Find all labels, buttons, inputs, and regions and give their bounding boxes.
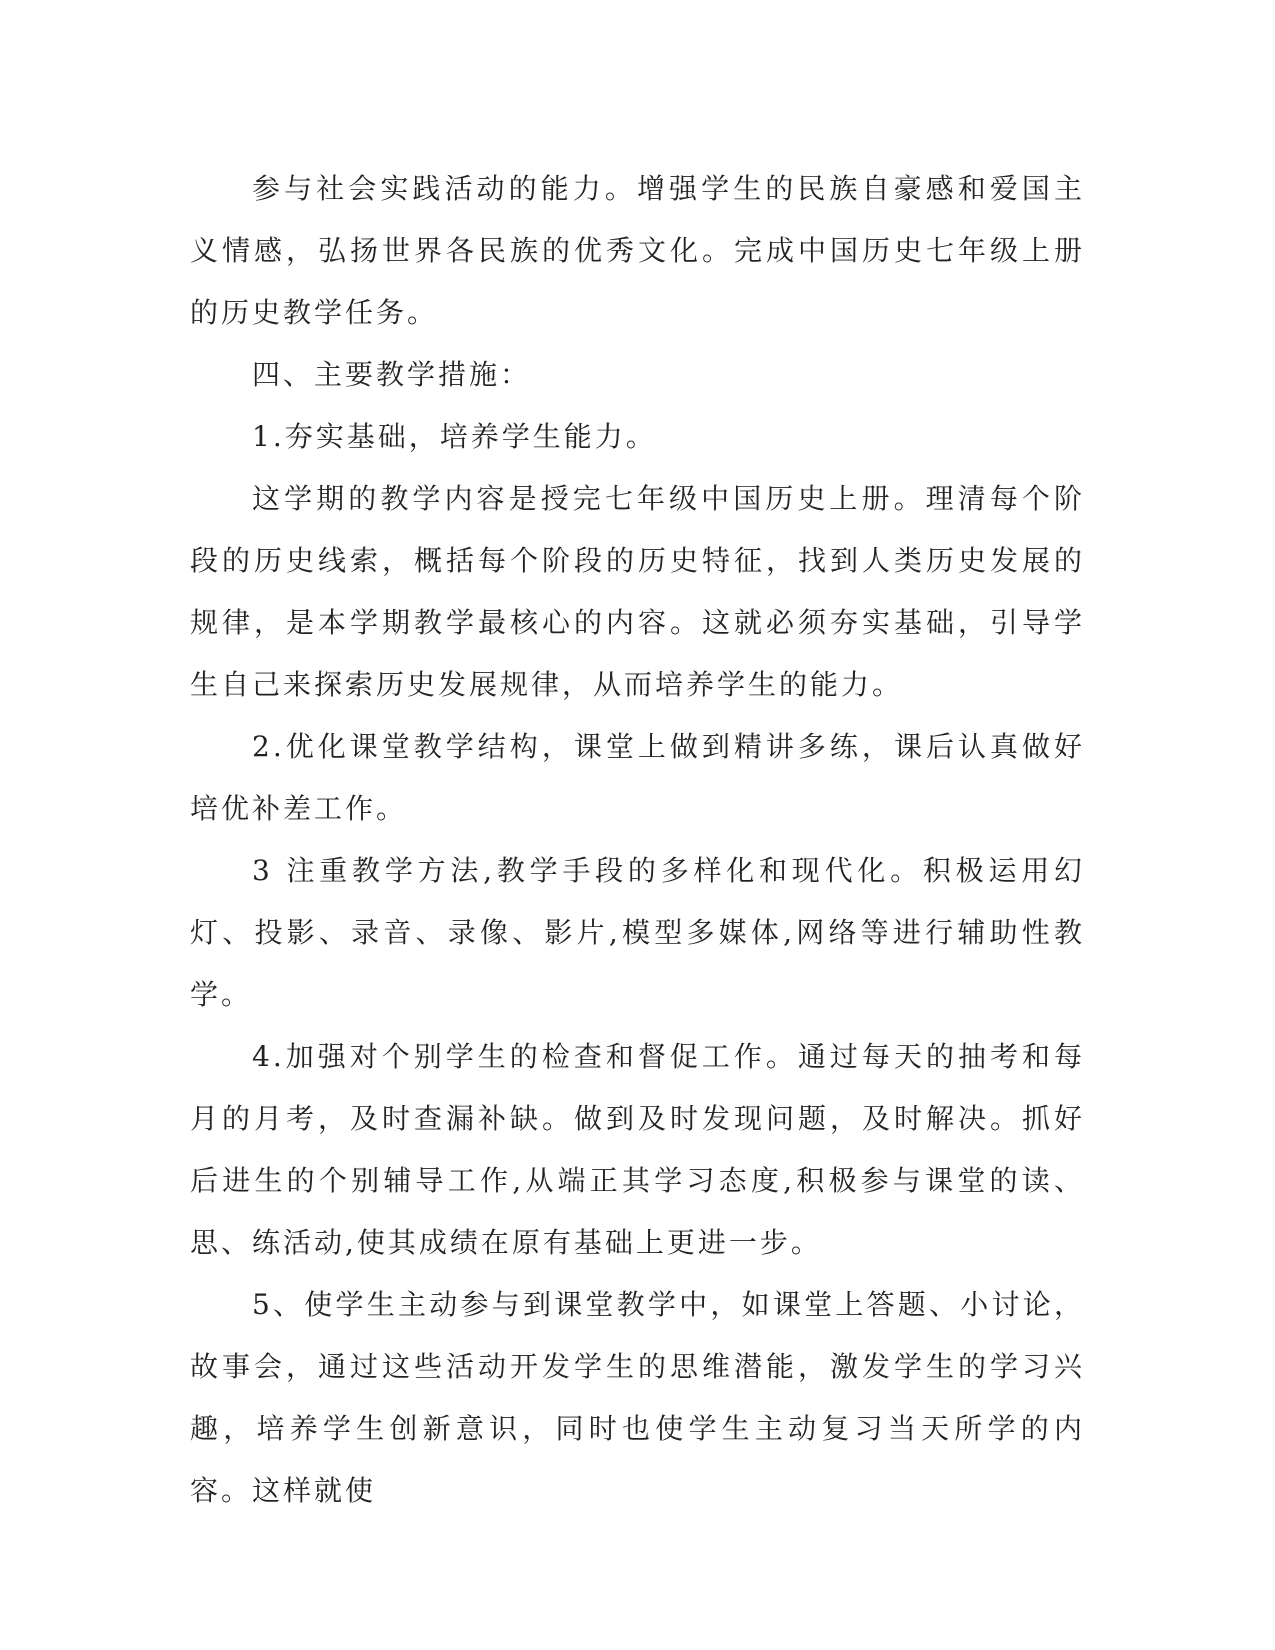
section-heading-teaching-measures: 四、主要教学措施： (252, 358, 532, 391)
measure-5: 5、使学生主动参与到课堂教学中，如课堂上答题、小讨论，故事会，通过这些活动开发学生的思维潜能，激发学生的学习兴趣，培养学生创新意识，同时也使学生主动复习当天所学的内容。这样就使 (190, 1288, 1085, 1507)
document-body (190, 158, 1085, 1522)
measure-2: 2.优化课堂教学结构，课堂上做到精讲多练，课后认真做好培优补差工作。 (190, 730, 1085, 825)
measure-1-heading: 1.夯实基础，培养学生能力。 (252, 420, 657, 453)
measure-4: 4.加强对个别学生的检查和督促工作。通过每天的抽考和每月的月考，及时查漏补缺。做到及时发现问题，及时解决。抓好后进生的个别辅导工作,从端正其学习态度,积极参与课堂的读、思、练活动,使其成绩在原有基础上更进一步。 (190, 1040, 1085, 1259)
measure-1-body: 这学期的教学内容是授完七年级中国历史上册。理清每个阶段的历史线索，概括每个阶段的历史特征，找到人类历史发展的规律，是本学期教学最核心的内容。这就必须夯实基础，引导学生自己来探索历史发展规律，从而培养学生的能力。 (190, 482, 1085, 701)
paragraph-social-practice: 参与社会实践活动的能力。增强学生的民族自豪感和爱国主义情感，弘扬世界各民族的优秀文化。完成中国历史七年级上册的历史教学任务。 (190, 172, 1085, 329)
measure-3: 3 注重教学方法,教学手段的多样化和现代化。积极运用幻灯、投影、录音、录像、影片,模型多媒体,网络等进行辅助性教学。 (190, 854, 1085, 1011)
